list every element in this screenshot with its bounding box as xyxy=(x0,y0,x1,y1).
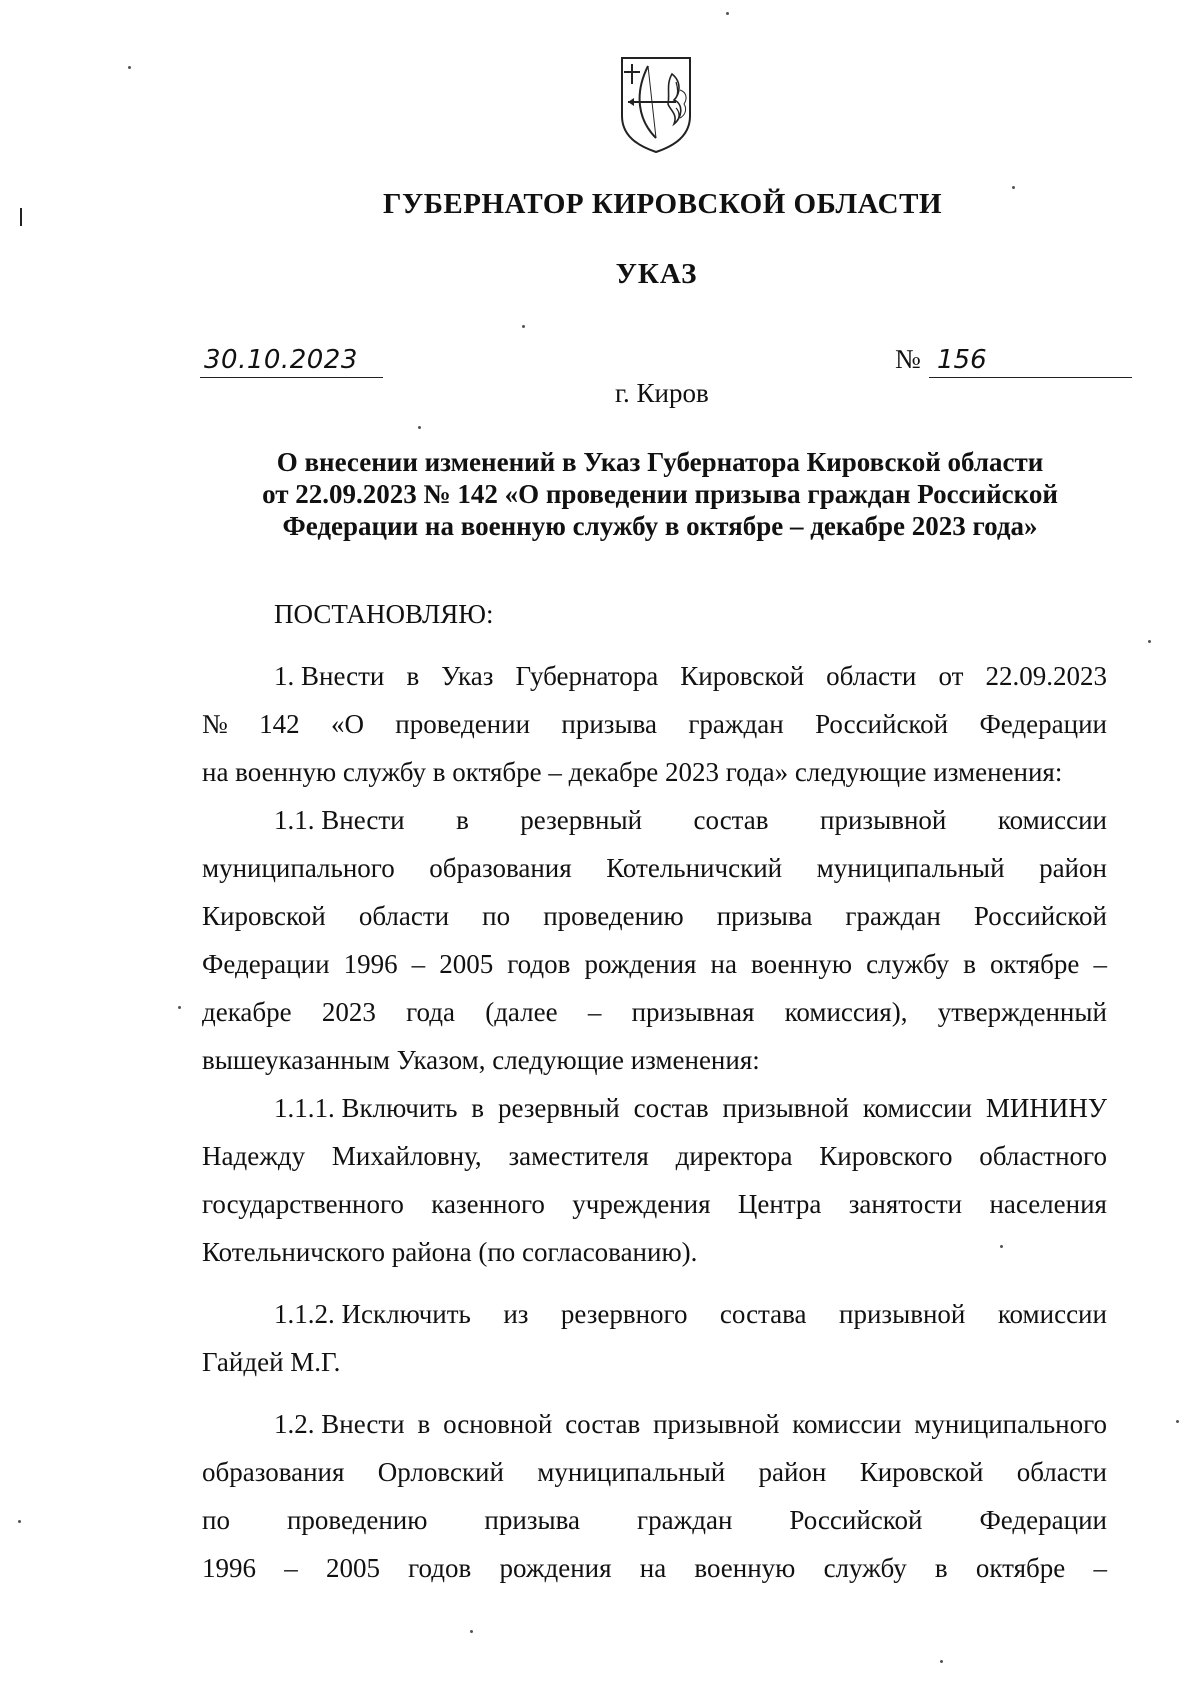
word: комиссии xyxy=(997,805,1107,835)
word: – xyxy=(284,1553,298,1583)
kirov-coat-of-arms-icon xyxy=(618,54,694,154)
p1-1-line: вышеуказанным Указом, следующие изменения: xyxy=(202,1045,760,1075)
word: заместителя xyxy=(508,1141,649,1171)
word: граждан xyxy=(637,1505,733,1535)
scan-speck xyxy=(726,12,729,15)
word: резервный xyxy=(497,1093,620,1123)
p1-1-2-line: Гайдей М.Г. xyxy=(202,1347,341,1377)
word: Указ xyxy=(441,661,494,691)
word: октябре xyxy=(990,949,1080,979)
word: призывной xyxy=(722,1093,849,1123)
word: 2005 xyxy=(439,949,494,979)
word: из xyxy=(503,1299,529,1329)
word: основной xyxy=(443,1409,553,1439)
word: призывная xyxy=(631,997,755,1027)
scan-speck xyxy=(418,426,421,429)
word: состав xyxy=(693,805,769,835)
word: службу xyxy=(866,949,950,979)
p1-1-line xyxy=(202,844,1107,892)
scan-speck xyxy=(940,1660,943,1663)
word: призывной xyxy=(653,1409,780,1439)
word: призывной xyxy=(839,1299,966,1329)
word: 1996 xyxy=(343,949,398,979)
word: 2005 xyxy=(325,1553,380,1583)
p1-1-line xyxy=(202,940,1107,988)
word: комиссии xyxy=(792,1409,902,1439)
word: проведении xyxy=(395,709,531,739)
word: муниципальный xyxy=(537,1457,726,1487)
heading-line: Федерации на военную службу в октябре – декабре 2023 года» xyxy=(282,511,1038,541)
word: Кировской xyxy=(859,1457,984,1487)
word: район xyxy=(1039,853,1107,883)
scan-speck xyxy=(128,66,131,69)
p1-line: на военную службу в октябре – декабре 2023 года» следующие изменения: xyxy=(202,757,1063,787)
word: район xyxy=(758,1457,827,1487)
p1-1-1-line xyxy=(202,1180,1107,1228)
word: области xyxy=(826,661,917,691)
word: годов xyxy=(408,1553,472,1583)
p1-1-line xyxy=(202,796,1107,844)
word: образования xyxy=(429,853,572,883)
word: декабре xyxy=(202,997,292,1027)
word: службу xyxy=(823,1553,907,1583)
word: Кировской xyxy=(202,901,326,931)
word: в xyxy=(406,661,420,691)
p1-line xyxy=(202,700,1107,748)
word: Федерации xyxy=(979,709,1107,739)
word: призыва xyxy=(716,901,813,931)
p1-1-line xyxy=(202,988,1107,1036)
word: № xyxy=(202,709,228,739)
word: в xyxy=(963,949,976,979)
word: от xyxy=(938,661,964,691)
scan-speck xyxy=(1012,186,1015,189)
decree-number: 156 xyxy=(929,344,1132,378)
word: муниципальный xyxy=(816,853,1005,883)
word: МИНИНУ xyxy=(985,1093,1107,1123)
word: 1. Внести xyxy=(274,661,385,691)
word: военную xyxy=(694,1553,796,1583)
word: области xyxy=(1016,1457,1107,1487)
word: в xyxy=(456,805,469,835)
word: Центра xyxy=(737,1189,822,1219)
word: в xyxy=(934,1553,948,1583)
word: в xyxy=(417,1409,431,1439)
scan-speck xyxy=(470,1630,473,1633)
p1-2-line xyxy=(202,1496,1107,1544)
p1-line xyxy=(202,652,1107,700)
p1-1-line xyxy=(202,892,1107,940)
word: комиссии xyxy=(862,1093,972,1123)
word: – xyxy=(1093,949,1107,979)
word: областного xyxy=(979,1141,1107,1171)
word: комиссия), xyxy=(784,997,908,1027)
word: 142 xyxy=(259,709,300,739)
word: образования xyxy=(202,1457,345,1487)
heading-line: О внесении изменений в Указ Губернатора Кировской области xyxy=(276,447,1044,477)
decree-date: 30.10.2023 xyxy=(200,344,383,378)
word: муниципального xyxy=(202,853,395,883)
word: состав xyxy=(565,1409,641,1439)
word: Кировской xyxy=(680,661,805,691)
number-sign: № xyxy=(895,344,921,374)
word: 1.1. Внести xyxy=(274,805,405,835)
decree-body xyxy=(202,590,1107,1592)
word: 1996 xyxy=(202,1553,256,1583)
word: Орловский xyxy=(377,1457,504,1487)
word: состав xyxy=(633,1093,709,1123)
word: казенного xyxy=(431,1189,545,1219)
word: военную xyxy=(751,949,852,979)
word: резервный xyxy=(520,805,643,835)
scan-speck xyxy=(1148,640,1151,643)
word: населения xyxy=(989,1189,1107,1219)
word: государственного xyxy=(202,1189,404,1219)
word: на xyxy=(639,1553,667,1583)
p1-2-line xyxy=(202,1448,1107,1496)
word: проведению xyxy=(543,901,684,931)
p1-2-line xyxy=(202,1544,1107,1592)
word: по xyxy=(202,1505,230,1535)
p1-1-1-line xyxy=(202,1132,1107,1180)
word: рождения xyxy=(584,949,697,979)
word: Надежду xyxy=(202,1141,306,1171)
word: – xyxy=(587,997,602,1027)
word: проведению xyxy=(286,1505,428,1535)
word: Михайловну, xyxy=(331,1141,482,1171)
word: комиссии xyxy=(997,1299,1107,1329)
word: годов xyxy=(507,949,571,979)
word: граждан xyxy=(845,901,941,931)
word: 1.2. Внести xyxy=(274,1409,405,1439)
word: состава xyxy=(719,1299,807,1329)
document-type: УКАЗ xyxy=(615,258,698,290)
word: Российской xyxy=(973,901,1107,931)
word: Кировского xyxy=(819,1141,953,1171)
word: «О xyxy=(330,709,364,739)
word: Российской xyxy=(815,709,949,739)
word: в xyxy=(471,1093,485,1123)
word: рождения xyxy=(499,1553,612,1583)
scan-speck xyxy=(18,1520,21,1523)
p1-1-2-line xyxy=(202,1290,1107,1338)
word: резервного xyxy=(560,1299,688,1329)
word: Российской xyxy=(789,1505,923,1535)
word: на xyxy=(710,949,737,979)
word: Федерации xyxy=(979,1505,1107,1535)
p1-1-1-line: Котельничского района (по согласованию). xyxy=(202,1237,698,1267)
word: октябре xyxy=(975,1553,1066,1583)
word: года xyxy=(406,997,455,1027)
word: призыва xyxy=(484,1505,581,1535)
word: призывной xyxy=(820,805,947,835)
word: муниципального xyxy=(914,1409,1107,1439)
word: Губернатора xyxy=(515,661,659,691)
word: Федерации xyxy=(202,949,330,979)
resolve-word: ПОСТАНОВЛЯЮ: xyxy=(274,599,494,629)
word: директора xyxy=(675,1141,793,1171)
authority-title: ГУБЕРНАТОР КИРОВСКОЙ ОБЛАСТИ xyxy=(383,188,942,220)
p1-1-1-line xyxy=(202,1084,1107,1132)
word: учреждения xyxy=(572,1189,711,1219)
word: 1.1.2. Исключить xyxy=(274,1299,471,1329)
word: 1.1.1. Включить xyxy=(274,1093,458,1123)
scan-speck xyxy=(1176,1420,1179,1423)
word: – xyxy=(1093,1553,1107,1583)
word: 2023 xyxy=(321,997,376,1027)
word: призыва xyxy=(561,709,657,739)
word: (далее xyxy=(485,997,558,1027)
word: – xyxy=(411,949,426,979)
word: 22.09.2023 xyxy=(985,661,1107,691)
word: утвержденный xyxy=(937,997,1107,1027)
word: граждан xyxy=(688,709,784,739)
city-name: г. Киров xyxy=(615,378,709,408)
word: занятости xyxy=(848,1189,963,1219)
heading-line: от 22.09.2023 № 142 «О проведении призыва граждан Российской xyxy=(262,479,1058,509)
decree-heading xyxy=(210,446,1110,542)
word: области xyxy=(358,901,450,931)
word: по xyxy=(482,901,511,931)
p1-2-line xyxy=(202,1400,1107,1448)
word: Котельничский xyxy=(606,853,783,883)
scan-speck xyxy=(178,1006,181,1009)
scan-speck xyxy=(1000,1245,1003,1248)
scan-speck xyxy=(522,325,525,328)
